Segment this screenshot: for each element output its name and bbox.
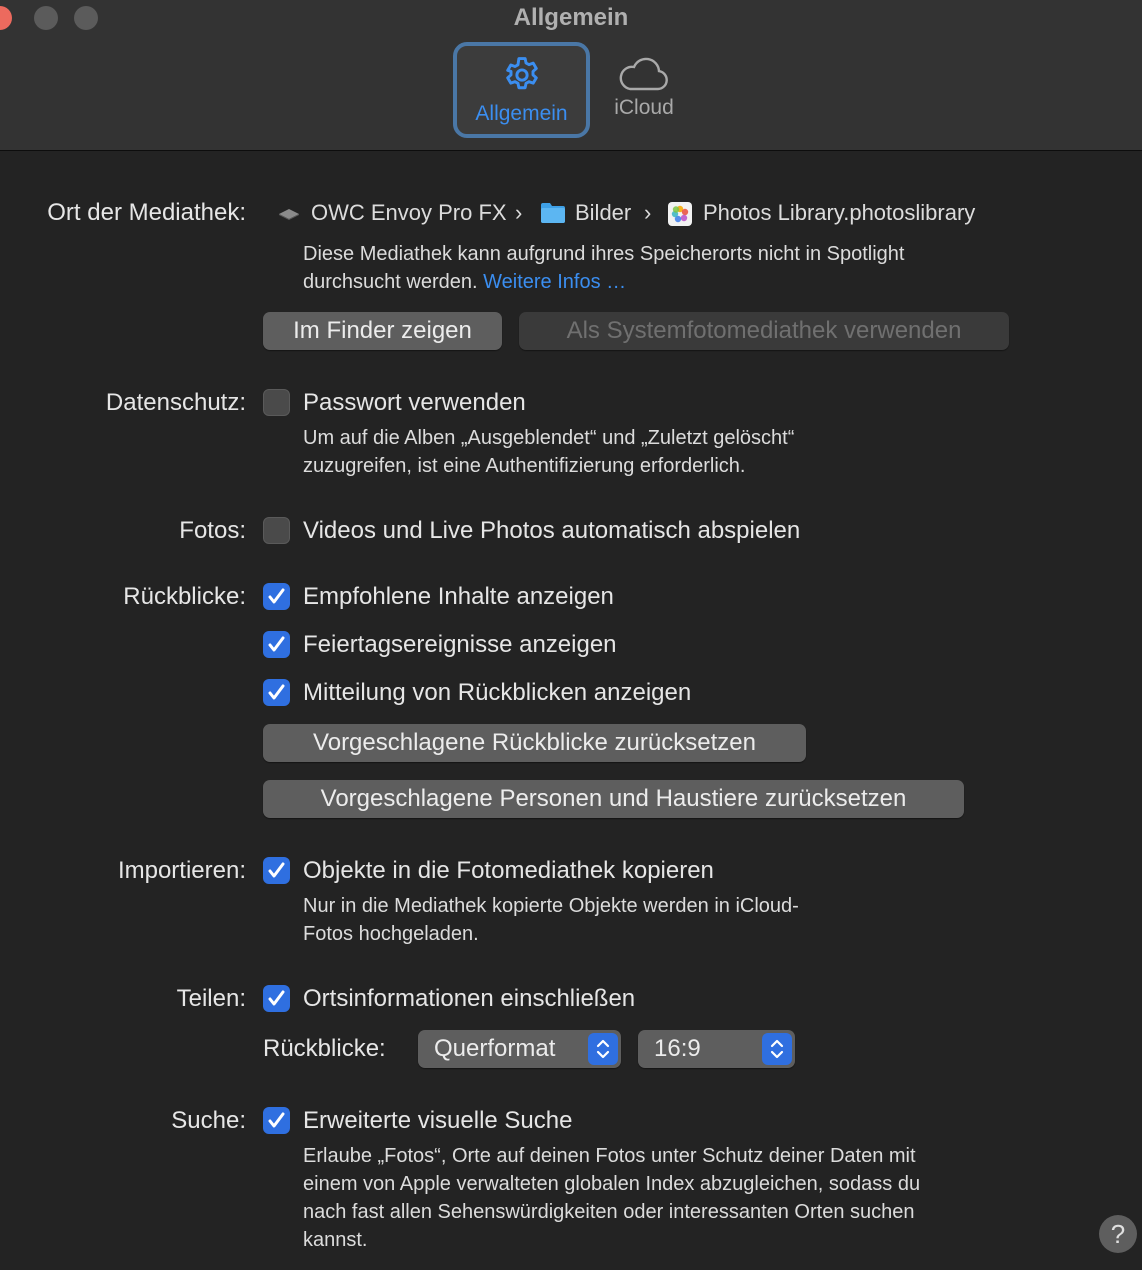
import-note — [303, 892, 799, 948]
checkmark-icon — [267, 635, 286, 654]
search-note-line4: kannst. — [303, 1229, 368, 1251]
orientation-select[interactable] — [418, 1030, 621, 1068]
import-note-line2: Fotos hochgeladen. — [303, 923, 479, 945]
select-arrows-icon — [762, 1033, 792, 1065]
spotlight-note-line1: Diese Mediathek kann aufgrund ihres Speicherorts nicht in Spotlight — [303, 243, 905, 265]
autoplay-label: Videos und Live Photos automatisch abspielen — [303, 517, 801, 544]
autoplay-checkbox[interactable] — [263, 517, 290, 544]
orientation-value: Querformat — [434, 1035, 556, 1062]
help-button[interactable]: ? — [1099, 1215, 1137, 1253]
select-arrows-icon — [588, 1033, 618, 1065]
tab-icloud-label: iCloud — [614, 96, 674, 119]
toolbar — [0, 0, 1142, 151]
featured-content-checkbox[interactable] — [263, 583, 290, 610]
privacy-note — [303, 424, 794, 480]
sharing-memories-label: Rückblicke: — [263, 1035, 386, 1062]
tab-icloud[interactable] — [602, 42, 686, 138]
copy-items-checkbox[interactable] — [263, 857, 290, 884]
more-info-link[interactable]: Weitere Infos … — [483, 271, 627, 293]
use-password-checkbox[interactable] — [263, 389, 290, 416]
photos-library-icon — [667, 201, 693, 227]
search-note-line1: Erlaube „Fotos“, Orte auf deinen Fotos unter Schutz deiner Daten mit — [303, 1145, 916, 1167]
window-title: Allgemein — [513, 4, 629, 31]
include-location-label: Ortsinformationen einschließen — [303, 985, 636, 1012]
cloud-icon — [618, 56, 670, 92]
spotlight-note — [303, 240, 904, 296]
breadcrumb-library: Photos Library.photoslibrary — [703, 200, 976, 225]
import-label: Importieren: — [117, 857, 246, 884]
holiday-events-checkbox[interactable] — [263, 631, 290, 658]
visual-search-checkbox[interactable] — [263, 1107, 290, 1134]
privacy-note-line1: Um auf die Alben „Ausgeblendet“ und „Zuletzt gelöscht“ — [303, 427, 795, 449]
import-note-line1: Nur in die Mediathek kopierte Objekte werden in iCloud- — [303, 895, 799, 917]
checkmark-icon — [267, 989, 286, 1008]
breadcrumb-drive: OWC Envoy Pro FX — [311, 200, 507, 225]
featured-content-label: Empfohlene Inhalte anzeigen — [303, 583, 614, 610]
search-note — [303, 1142, 920, 1254]
breadcrumb-separator: › — [515, 200, 523, 225]
memories-notifications-label: Mitteilung von Rückblicken anzeigen — [303, 679, 692, 706]
holiday-events-label: Feiertagsereignisse anzeigen — [303, 631, 617, 658]
aspect-ratio-select[interactable] — [638, 1030, 795, 1068]
aspect-ratio-value: 16:9 — [654, 1035, 701, 1062]
use-password-label: Passwort verwenden — [303, 389, 526, 416]
reset-memories-button[interactable]: Vorgeschlagene Rückblicke zurücksetzen — [263, 724, 806, 762]
visual-search-label: Erweiterte visuelle Suche — [303, 1107, 573, 1134]
search-note-line2: einem von Apple verwalteten globalen Index abzugleichen, sodass du — [303, 1173, 921, 1195]
privacy-label: Datenschutz: — [105, 389, 246, 416]
show-in-finder-button[interactable]: Im Finder zeigen — [263, 312, 502, 350]
checkmark-icon — [267, 861, 286, 880]
folder-icon — [540, 202, 566, 224]
checkmark-icon — [267, 1111, 286, 1130]
checkmark-icon — [267, 587, 286, 606]
memories-notifications-checkbox[interactable] — [263, 679, 290, 706]
search-label: Suche: — [171, 1107, 246, 1134]
memories-label: Rückblicke: — [123, 583, 246, 610]
spotlight-note-line2: durchsucht werden. — [303, 271, 478, 293]
search-note-line3: nach fast allen Sehenswürdigkeiten oder interessanten Orten suchen — [303, 1201, 915, 1223]
copy-items-label: Objekte in die Fotomediathek kopieren — [303, 857, 714, 884]
drive-icon — [278, 207, 300, 221]
sharing-label: Teilen: — [176, 985, 246, 1012]
reset-people-button[interactable]: Vorgeschlagene Personen und Haustiere zurücksetzen — [263, 780, 964, 818]
include-location-checkbox[interactable] — [263, 985, 290, 1012]
breadcrumb-folder: Bilder — [575, 200, 632, 225]
tab-general[interactable] — [453, 42, 590, 138]
gear-icon — [500, 54, 544, 98]
checkmark-icon — [267, 683, 286, 702]
photos-label: Fotos: — [179, 517, 246, 544]
breadcrumb-separator: › — [644, 200, 652, 225]
privacy-note-line2: zuzugreifen, ist eine Authentifizierung erforderlich. — [303, 455, 746, 477]
use-as-system-library-button[interactable]: Als Systemfotomediathek verwenden — [519, 312, 1009, 350]
tab-general-label: Allgemein — [475, 102, 568, 125]
library-location-label: Ort der Mediathek: — [47, 199, 246, 226]
